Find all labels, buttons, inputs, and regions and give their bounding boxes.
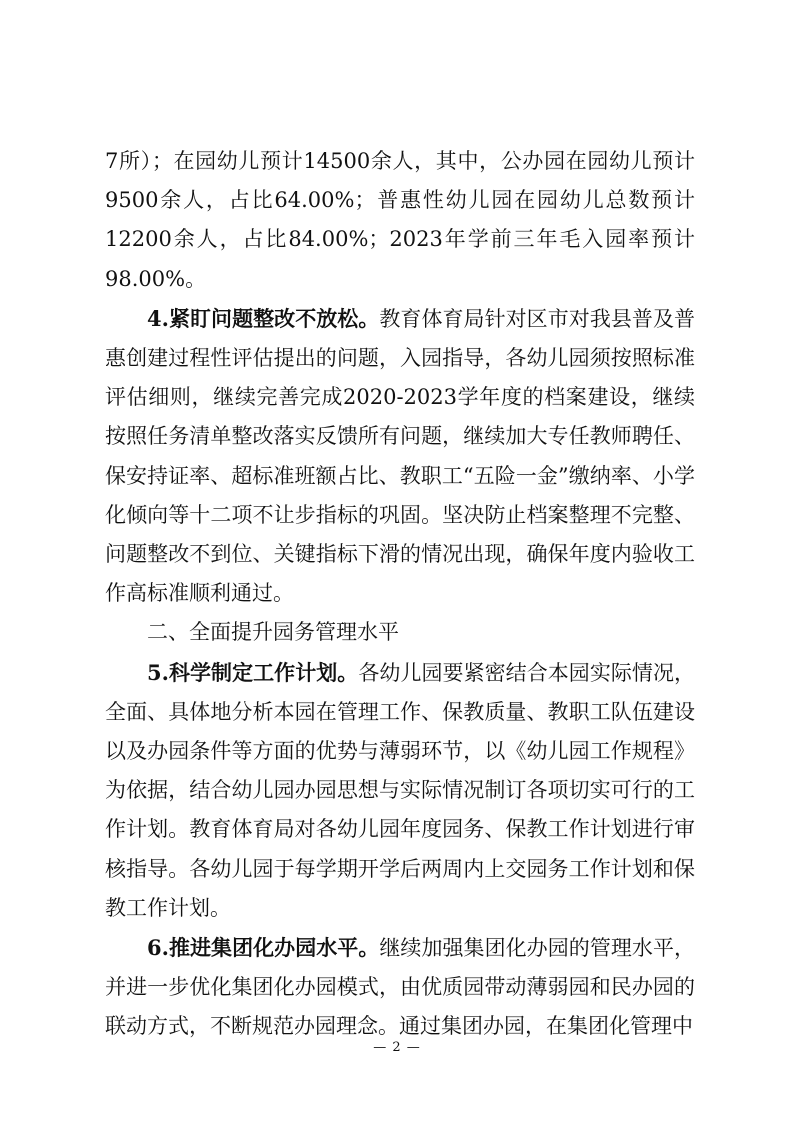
page-number: — 2 — [373, 1040, 421, 1055]
paragraph-item-6 [105, 928, 695, 1047]
item-5-body: 各幼儿园要紧密结合本园实际情况，全面、具体地分析本园在管理工作、保教质量、教职工队伍建设以及办园条件等方面的优势与薄弱环节，以《幼儿园工作规程》为依据，结合幼儿园办园思想与实际情况制订各项切实可行的工作计划。教育体育局对各幼儿园年度园务、保教工作计划进行审核指导。各幼儿园于每学期开学后两周内上交园务工作计划和保教工作计划。 [105, 660, 695, 920]
section-heading-2: 二、全面提升园务管理水平 [147, 620, 399, 645]
body-text [105, 142, 695, 1047]
paragraph-item-5 [105, 653, 695, 928]
item-4-heading: 4.紧盯问题整改不放松。 [147, 305, 380, 331]
item-6-body: 继续加强集团化办园的管理水平，并进一步优化集团化办园模式，由优质园带动薄弱园和民办园的联动方式，不断规范办园理念。通过集团办园，在集团化管理中 [105, 936, 695, 1039]
paragraph-continuation: 7所）；在园幼儿预计14500余人，其中，公办园在园幼儿预计9500余人，占比64.00%；普惠性幼儿园在园幼儿总数预计12200余人，占比84.00%；2023年学前三年毛入园率预计98.00%。 [105, 149, 695, 291]
paragraph-item-4 [105, 299, 695, 614]
item-5-heading: 5.科学制定工作计划。 [147, 659, 359, 685]
item-6-heading: 6.推进集团化办园水平。 [147, 935, 380, 961]
item-4-body: 教育体育局针对区市对我县普及普惠创建过程性评估提出的问题，入园指导，各幼儿园须按照标准评估细则，继续完善完成2020-2023学年度的档案建设，继续按照任务清单整改落实反馈所有问题，继续加大专任教师聘任、保安持证率、超标准班额占比、教职工“五险一金”缴纳率、小学化倾向等十二项不让步指标的巩固。坚决防止档案整理不完整、问题整改不到位、关键指标下滑的情况出现，确保年度内验收工作高标准顺利通过。 [105, 306, 695, 606]
